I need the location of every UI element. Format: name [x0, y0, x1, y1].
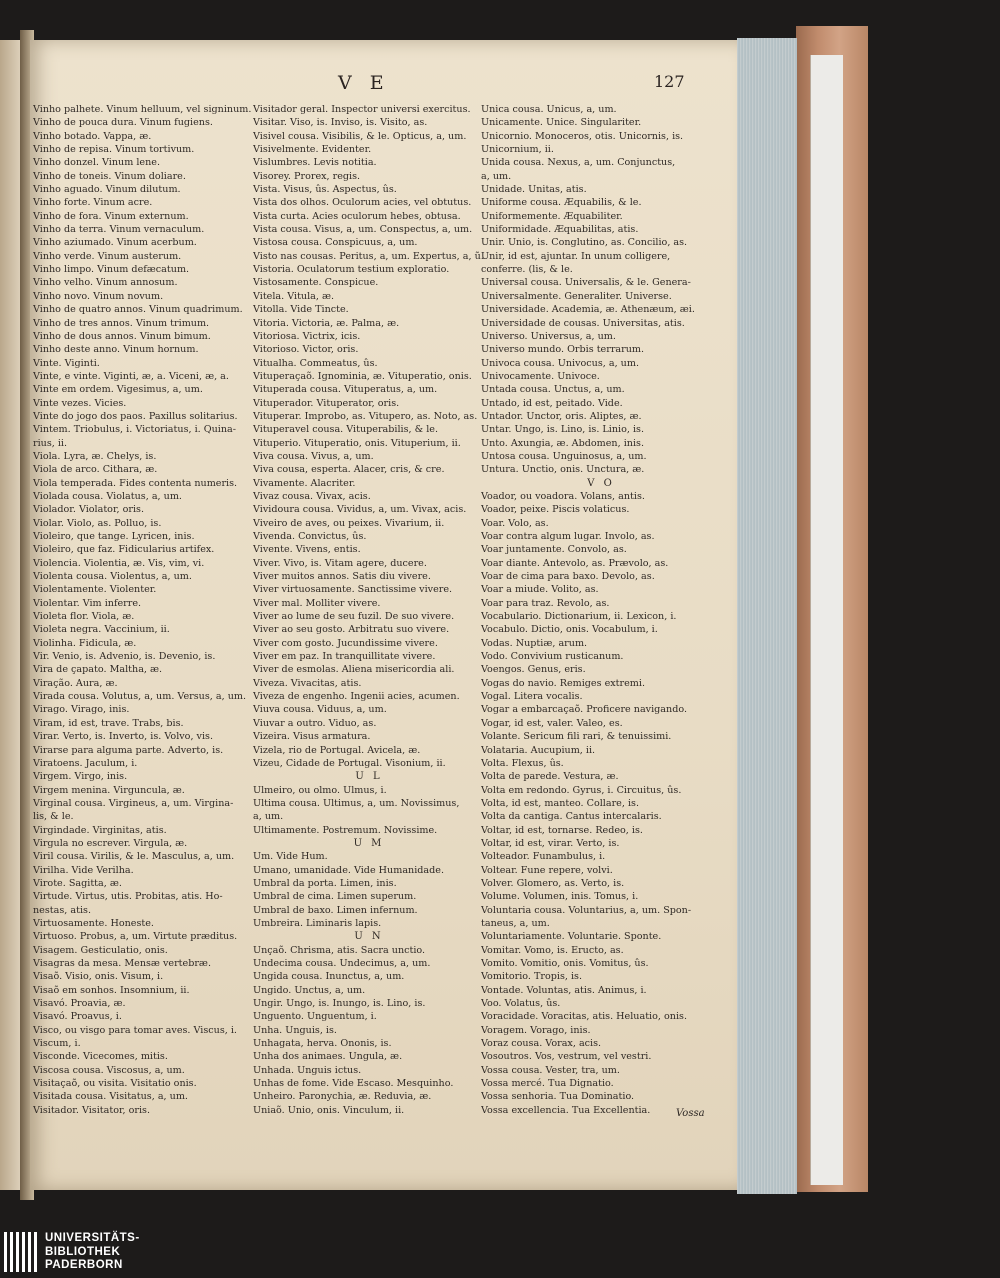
- dictionary-entry: Vinho deste anno. Vinum hornum.: [33, 344, 199, 356]
- dictionary-entry: Volta em redondo. Gyrus, i. Circuitus, ûs.: [481, 784, 682, 796]
- dictionary-entry: Vista cousa. Visus, a, um. Conspectus, a, um.: [253, 224, 473, 236]
- dictionary-entry: lis, & le.: [33, 811, 74, 823]
- dictionary-entry: Vinho da terra. Vinum vernaculum.: [33, 224, 205, 236]
- dictionary-entry: Unidade. Unitas, atis.: [481, 184, 587, 196]
- dictionary-entry: Violador. Violator, oris.: [33, 504, 144, 516]
- dictionary-entry: Uniformidade. Æquabilitas, atis.: [481, 224, 639, 236]
- dictionary-column-1: [33, 103, 265, 1117]
- dictionary-entry: Viola de arco. Cithara, æ.: [33, 464, 158, 476]
- dictionary-entry: Violenta cousa. Violentus, a, um.: [33, 571, 192, 583]
- dictionary-entry: Untura. Unctio, onis. Unctura, æ.: [481, 464, 645, 476]
- dictionary-entry: Vitoria. Victoria, æ. Palma, æ.: [253, 317, 400, 329]
- dictionary-entry: Vislumbres. Levis notitia.: [253, 157, 377, 169]
- dictionary-entry: Visitada cousa. Visitatus, a, um.: [33, 1091, 188, 1103]
- dictionary-entry: Viver mal. Molliter vivere.: [253, 597, 381, 609]
- dictionary-entry: Vinho donzel. Vinum lene.: [33, 157, 160, 169]
- dictionary-entry: Visitaçaõ, ou visita. Visitatio onis.: [33, 1078, 197, 1090]
- dictionary-entry: Visconde. Vicecomes, mitis.: [33, 1051, 168, 1063]
- dictionary-entry: Volume. Volumen, inis. Tomus, i.: [481, 891, 639, 903]
- dictionary-entry: Vogas do navio. Remiges extremi.: [481, 677, 645, 689]
- dictionary-entry: Vinte, e vinte. Viginti, æ, a. Viceni, æ, a.: [33, 370, 229, 382]
- dictionary-entry: Untado, id est, peitado. Vide.: [481, 397, 623, 409]
- dictionary-entry: Vossa cousa. Vester, tra, um.: [481, 1064, 620, 1076]
- dictionary-entry: Virtude. Virtus, utis. Probitas, atis. Ho-: [33, 891, 223, 903]
- library-logo-line-3: PADERBORN: [45, 1259, 123, 1271]
- dictionary-entry: Vomitar. Vomo, is. Eructo, as.: [481, 944, 624, 956]
- dictionary-entry: Virtuosamente. Honeste.: [33, 917, 154, 929]
- dictionary-entry: Voar juntamente. Convolo, as.: [481, 544, 627, 556]
- dictionary-entry: Vinte. Viginti.: [33, 357, 100, 369]
- dictionary-entry: Vossa senhoria. Tua Dominatio.: [481, 1091, 635, 1103]
- dictionary-entry: Vinho palhete. Vinum helluum, vel signinum.: [33, 104, 252, 115]
- dictionary-entry: Viver com gosto. Jucundissime vivere.: [253, 637, 438, 649]
- dictionary-entry: Virgula no escrever. Virgula, æ.: [33, 837, 188, 849]
- dictionary-entry: Unçaõ. Chrisma, atis. Sacra unctio.: [253, 944, 426, 956]
- dictionary-entry: Vinho de toneis. Vinum doliare.: [33, 170, 186, 182]
- dictionary-entry: Voar para traz. Revolo, as.: [481, 597, 610, 609]
- dictionary-entry: Vinho de dous annos. Vinum bimum.: [33, 330, 211, 342]
- dictionary-entry: Voluntaria cousa. Voluntarius, a, um. Spon-: [481, 904, 692, 916]
- dictionary-entry: Viver ao seu gosto. Arbitratu suo vivere.: [253, 624, 450, 636]
- dictionary-entry: Vodo. Convivium rusticanum.: [481, 651, 624, 663]
- dictionary-entry: Virtuoso. Probus, a, um. Virtute præditus.: [33, 931, 238, 943]
- dictionary-entry: Uniforme cousa. Æquabilis, & le.: [481, 197, 642, 209]
- dictionary-entry: Viril cousa. Virilis, & le. Masculus, a, um.: [33, 851, 235, 863]
- dictionary-entry: Untador. Unctor, oris. Aliptes, æ.: [481, 410, 642, 422]
- dictionary-entry: Volteador. Funambulus, i.: [481, 851, 606, 863]
- dictionary-entry: Ungida cousa. Inunctus, a, um.: [253, 971, 405, 983]
- dictionary-entry: Voador, peixe. Piscis volaticus.: [481, 504, 630, 516]
- dictionary-entry: Vinho novo. Vinum novum.: [33, 290, 164, 302]
- dictionary-entry: Visavó. Proavia, æ.: [33, 998, 126, 1010]
- dictionary-entry: Volver. Glomero, as. Verto, is.: [481, 877, 625, 889]
- dictionary-entry: Vontade. Voluntas, atis. Animus, i.: [481, 984, 647, 996]
- dictionary-entry: Viratoens. Jaculum, i.: [33, 757, 138, 769]
- dictionary-entry: Vossa excellencia. Tua Excellentia.: [481, 1104, 651, 1116]
- dictionary-entry: Vituperada cousa. Vituperatus, a, um.: [253, 384, 438, 396]
- dictionary-entry: Viram, id est, trave. Trabs, bis.: [33, 717, 184, 729]
- dictionary-entry: Voar a miude. Volito, as.: [481, 584, 599, 596]
- library-logo-mark-icon: [4, 1232, 37, 1272]
- dictionary-entry: Viver virtuosamente. Sanctissime vivere.: [253, 584, 453, 596]
- dictionary-entry: Viuva cousa. Viduus, a, um.: [253, 704, 387, 716]
- library-logo-line-2: BIBLIOTHEK: [45, 1245, 121, 1258]
- dictionary-entry: nestas, atis.: [33, 904, 91, 916]
- dictionary-entry: Universal cousa. Universalis, & le. Genera-: [481, 277, 691, 289]
- dictionary-entry: Voraz cousa. Vorax, acis.: [481, 1038, 602, 1050]
- dictionary-entry: Vitolla. Vide Tincte.: [253, 304, 349, 316]
- dictionary-entry: Vitualha. Commeatus, ûs.: [253, 357, 378, 369]
- dictionary-entry: Violeta negra. Vaccinium, ii.: [33, 624, 170, 636]
- dictionary-entry: Voltear. Fune repere, volvi.: [481, 864, 613, 876]
- dictionary-entry: Um. Vide Hum.: [253, 851, 328, 863]
- dictionary-entry: Virar. Verto, is. Inverto, is. Volvo, vis.: [33, 731, 214, 743]
- dictionary-entry: Universalmente. Generaliter. Universe.: [481, 290, 672, 302]
- dictionary-entry: Voragem. Vorago, inis.: [481, 1024, 591, 1036]
- section-heading: U M: [353, 837, 385, 849]
- running-head: V E: [338, 72, 390, 94]
- dictionary-entry: Unicornio. Monoceros, otis. Unicornis, is.: [481, 130, 684, 142]
- dictionary-entry: Ultima cousa. Ultimus, a, um. Novissimus,: [253, 797, 460, 809]
- dictionary-entry: Viver de esmolas. Aliena misericordia ali.: [253, 664, 455, 676]
- dictionary-entry: Vivamente. Alacriter.: [253, 477, 356, 489]
- dictionary-entry: Virote. Sagitta, æ.: [33, 877, 122, 889]
- dictionary-entry: Viver ao lume de seu fuzil. De suo vivere.: [253, 611, 455, 623]
- dictionary-entry: Vinte do jogo dos paos. Paxillus solitarius.: [33, 410, 238, 422]
- dictionary-entry: Unguento. Unguentum, i.: [253, 1011, 377, 1023]
- dictionary-entry: Voar diante. Antevolo, as. Prævolo, as.: [481, 557, 669, 569]
- dictionary-entry: Univocamente. Univoce.: [481, 370, 600, 382]
- dictionary-entry: Violinha. Fidicula, æ.: [33, 637, 137, 649]
- dictionary-entry: Unica cousa. Unicus, a, um.: [481, 104, 617, 115]
- dictionary-entry: Vistosamente. Conspicue.: [253, 277, 379, 289]
- library-logo: [4, 1232, 140, 1273]
- dictionary-entry: Unicornium, ii.: [481, 144, 554, 156]
- dictionary-entry: Umbral de cima. Limen superum.: [253, 891, 417, 903]
- dictionary-entry: Viveza de engenho. Ingenii acies, acumen.: [253, 691, 460, 703]
- dictionary-entry: Vomito. Vomitio, onis. Vomitus, ûs.: [481, 958, 649, 969]
- dictionary-entry: rius, ii.: [33, 437, 68, 449]
- dictionary-entry: Umano, umanidade. Vide Humanidade.: [253, 864, 445, 876]
- dictionary-entry: Vistoria. Oculatorum testium exploratio.: [253, 264, 450, 276]
- dictionary-entry: Volta de parede. Vestura, æ.: [481, 771, 619, 783]
- dictionary-entry: Viver em paz. In tranquillitate vivere.: [253, 651, 436, 663]
- dictionary-entry: Vossa mercé. Tua Dignatio.: [481, 1078, 614, 1090]
- dictionary-entry: Vituperador. Vituperator, oris.: [253, 397, 400, 409]
- dictionary-entry: Umbral de baxo. Limen infernum.: [253, 904, 418, 916]
- dictionary-entry: taneus, a, um.: [481, 917, 550, 929]
- dictionary-entry: Ultimamente. Postremum. Novissime.: [253, 824, 438, 836]
- dictionary-entry: Unheiro. Paronychia, æ. Reduvia, æ.: [253, 1091, 432, 1103]
- dictionary-entry: Visaõ. Visio, onis. Visum, i.: [33, 971, 164, 983]
- dictionary-column-3: [481, 103, 721, 1117]
- dictionary-entry: Volta. Flexus, ûs.: [481, 757, 564, 769]
- dictionary-entry: Visagem. Gesticulatio, onis.: [33, 944, 168, 956]
- dictionary-entry: Visto nas cousas. Peritus, a, um. Expertus, a, ũ.: [253, 250, 484, 262]
- dictionary-entry: Unida cousa. Nexus, a, um. Conjunctus,: [481, 157, 676, 169]
- catchword: Vossa: [676, 1108, 705, 1119]
- page-number: 127: [654, 72, 685, 91]
- dictionary-entry: Viscosa cousa. Viscosus, a, um.: [33, 1064, 185, 1076]
- dictionary-entry: Violentamente. Violenter.: [33, 584, 157, 596]
- dictionary-entry: Universo. Universus, a, um.: [481, 330, 616, 342]
- dictionary-entry: Ungido. Unctus, a, um.: [253, 984, 366, 996]
- dictionary-entry: Vinho botado. Vappa, æ.: [33, 130, 152, 142]
- dictionary-entry: Violeiro, que faz. Fidicularius artifex.: [33, 544, 215, 556]
- dictionary-entry: Viva cousa. Vivus, a, um.: [253, 450, 374, 462]
- library-logo-text: [45, 1232, 140, 1273]
- dictionary-entry: Vodas. Nuptiæ, arum.: [481, 637, 588, 649]
- dictionary-entry: Volataria. Aucupium, ii.: [481, 744, 596, 756]
- dictionary-entry: Umbreira. Liminaris lapis.: [253, 917, 382, 929]
- dictionary-entry: Visorey. Prorex, regis.: [253, 170, 361, 182]
- dictionary-entry: Unhagata, herva. Ononis, is.: [253, 1038, 392, 1050]
- dictionary-entry: Untada cousa. Unctus, a, um.: [481, 384, 625, 396]
- dictionary-entry: Voracidade. Voracitas, atis. Heluatio, onis.: [481, 1011, 687, 1023]
- dictionary-entry: Violentar. Vim inferre.: [33, 597, 142, 609]
- dictionary-entry: Viscum, i.: [33, 1038, 81, 1050]
- dictionary-entry: Ungir. Ungo, is. Inungo, is. Lino, is.: [253, 998, 426, 1010]
- dictionary-entry: Univoca cousa. Univocus, a, um.: [481, 357, 639, 369]
- dictionary-entry: Untosa cousa. Unguinosus, a, um.: [481, 450, 647, 462]
- dictionary-entry: Violeiro, que tange. Lyricen, inis.: [33, 531, 195, 542]
- dictionary-entry: Violeta flor. Viola, æ.: [33, 611, 135, 623]
- dictionary-entry: Virarse para alguma parte. Adverto, is.: [33, 744, 224, 756]
- dictionary-entry: Vir. Venio, is. Advenio, is. Devenio, is.: [33, 651, 216, 663]
- dictionary-entry: Voengos. Genus, eris.: [481, 664, 586, 676]
- dictionary-entry: Voar de cima para baxo. Devolo, as.: [481, 571, 655, 583]
- dictionary-entry: Visivelmente. Evidenter.: [253, 144, 372, 156]
- dictionary-entry: Vinte vezes. Vicies.: [33, 397, 127, 409]
- dictionary-entry: Vinho forte. Vinum acre.: [33, 197, 153, 209]
- dictionary-entry: Violencia. Violentia, æ. Vis, vim, vi.: [33, 557, 205, 569]
- dictionary-entry: Volta, id est, manteo. Collare, is.: [481, 797, 639, 809]
- dictionary-entry: Vivenda. Convictus, ûs.: [253, 531, 367, 542]
- dictionary-entry: Vogar, id est, valer. Valeo, es.: [481, 717, 623, 729]
- dictionary-entry: Vistosa cousa. Conspicuus, a, um.: [253, 237, 418, 249]
- dictionary-entry: Ulmeiro, ou olmo. Ulmus, i.: [253, 784, 387, 796]
- dictionary-entry: Virada cousa. Volutus, a, um. Versus, a, um.: [33, 691, 247, 703]
- dictionary-entry: Voo. Volatus, ûs.: [481, 998, 561, 1010]
- dictionary-entry: Unto. Axungia, æ. Abdomen, inis.: [481, 437, 644, 449]
- dictionary-entry: Vinho aziumado. Vinum acerbum.: [33, 237, 197, 249]
- dictionary-entry: Voltar, id est, tornarse. Redeo, is.: [481, 824, 643, 836]
- dictionary-entry: Uniaõ. Unio, onis. Vinculum, ii.: [253, 1104, 405, 1116]
- dictionary-entry: Universidade. Academia, æ. Athenæum, æi.: [481, 304, 695, 316]
- dictionary-entry: Viola. Lyra, æ. Chelys, is.: [33, 450, 157, 462]
- dictionary-entry: Visavó. Proavus, i.: [33, 1011, 122, 1023]
- dictionary-entry: Visitar. Viso, is. Inviso, is. Visito, as.: [253, 117, 428, 129]
- dictionary-entry: Vinho de pouca dura. Vinum fugiens.: [33, 117, 213, 129]
- dictionary-entry: Undecima cousa. Undecimus, a, um.: [253, 958, 431, 969]
- dictionary-entry: Vitoriosa. Victrix, icis.: [253, 330, 361, 342]
- dictionary-entry: Vinho de repisa. Vinum tortivum.: [33, 144, 195, 156]
- dictionary-entry: Universidade de cousas. Universitas, atis.: [481, 317, 685, 329]
- dictionary-entry: Vituperavel cousa. Vituperabilis, & le.: [253, 424, 439, 436]
- dictionary-entry: Vinho verde. Vinum austerum.: [33, 250, 182, 262]
- dictionary-entry: Volante. Sericum fili rari, & tenuissimi.: [481, 731, 672, 743]
- dictionary-entry: Vitela. Vitula, æ.: [253, 290, 335, 302]
- dictionary-entry: Vinho aguado. Vinum dilutum.: [33, 184, 181, 196]
- dictionary-entry: Vosoutros. Vos, vestrum, vel vestri.: [481, 1051, 652, 1063]
- dictionary-entry: Unhada. Unguis ictus.: [253, 1064, 362, 1076]
- dictionary-entry: Umbral da porta. Limen, inis.: [253, 877, 397, 889]
- dictionary-entry: Vista curta. Acies oculorum hebes, obtusa.: [253, 210, 461, 222]
- dictionary-entry: Vituperaçaõ. Ignominia, æ. Vituperatio, onis.: [253, 370, 472, 382]
- dictionary-entry: conferre. (lis, & le.: [481, 264, 573, 276]
- dictionary-entry: Viveza. Vivacitas, atis.: [253, 677, 362, 689]
- dictionary-entry: Virgem. Virgo, inis.: [33, 771, 128, 783]
- dictionary-entry: Voar. Volo, as.: [481, 517, 549, 529]
- dictionary-entry: Vinho limpo. Vinum defæcatum.: [33, 264, 190, 276]
- book-endpaper: [810, 55, 843, 1185]
- section-heading: U N: [354, 931, 384, 943]
- dictionary-entry: Virginal cousa. Virgineus, a, um. Virgina-: [33, 797, 234, 809]
- dictionary-entry: Visivel cousa. Visibilis, & le. Opticus, a, um.: [253, 130, 467, 142]
- library-logo-line-1: UNIVERSITÄTS-: [45, 1232, 140, 1244]
- page-fore-edge: [737, 38, 797, 1194]
- dictionary-entry: Voluntariamente. Voluntarie. Sponte.: [481, 931, 662, 943]
- dictionary-entry: Visitador geral. Inspector universi exercitus.: [253, 104, 471, 115]
- dictionary-entry: a, um.: [253, 811, 284, 823]
- dictionary-entry: Viração. Aura, æ.: [33, 677, 118, 689]
- dictionary-entry: Vivaz cousa. Vivax, acis.: [253, 490, 371, 502]
- dictionary-entry: Vogar a embarcaçaõ. Proficere navigando.: [481, 704, 688, 716]
- dictionary-entry: Vituperio. Vituperatio, onis. Vituperium, ii.: [253, 437, 461, 449]
- dictionary-entry: Violar. Violo, as. Polluo, is.: [33, 517, 162, 529]
- dictionary-entry: Virgem menina. Virguncula, æ.: [33, 784, 185, 796]
- dictionary-entry: Vintem. Triobulus, i. Victoriatus, i. Quina-: [33, 424, 237, 436]
- dictionary-entry: Virilha. Vide Verilha.: [33, 864, 134, 876]
- dictionary-entry: Voltar, id est, virar. Verto, is.: [481, 837, 620, 849]
- section-heading: U L: [355, 771, 383, 783]
- dictionary-entry: Vira de çapato. Maltha, æ.: [33, 664, 163, 676]
- dictionary-entry: Uniformemente. Æquabiliter.: [481, 210, 623, 222]
- dictionary-entry: Universo mundo. Orbis terrarum.: [481, 344, 645, 356]
- dictionary-entry: Unicamente. Unice. Singulariter.: [481, 117, 642, 129]
- dictionary-entry: Visco, ou visgo para tomar aves. Viscus, i.: [33, 1024, 237, 1036]
- dictionary-entry: Unha dos animaes. Ungula, æ.: [253, 1051, 403, 1063]
- dictionary-entry: Vocabulario. Dictionarium, ii. Lexicon, i.: [481, 611, 677, 623]
- dictionary-entry: Visitador. Visitator, oris.: [33, 1104, 151, 1116]
- dictionary-entry: Viva cousa, esperta. Alacer, cris, & cre.: [253, 464, 445, 476]
- dictionary-entry: Unha. Unguis, is.: [253, 1024, 337, 1036]
- dictionary-entry: Viola temperada. Fides contenta numeris.: [33, 477, 238, 489]
- dictionary-entry: Unir, id est, ajuntar. In unum colligere,: [481, 250, 671, 262]
- dictionary-entry: Vista. Visus, ûs. Aspectus, ûs.: [253, 184, 397, 196]
- dictionary-entry: Visagras da mesa. Mensæ vertebræ.: [33, 958, 211, 969]
- dictionary-entry: Vinho de fora. Vinum externum.: [33, 210, 189, 222]
- dictionary-entry: Vocabulo. Dictio, onis. Vocabulum, i.: [481, 624, 658, 636]
- dictionary-entry: Unir. Unio, is. Conglutino, as. Concilio, as.: [481, 237, 688, 249]
- dictionary-entry: Vomitorio. Tropis, is.: [481, 971, 583, 983]
- dictionary-entry: Vividoura cousa. Vividus, a, um. Vivax, acis.: [253, 504, 467, 516]
- dictionary-entry: Vinte em ordem. Vigesimus, a, um.: [33, 384, 203, 396]
- dictionary-entry: a, um.: [481, 170, 512, 182]
- dictionary-entry: Volta da cantiga. Cantus intercalaris.: [481, 811, 662, 823]
- dictionary-column-2: [253, 103, 485, 1117]
- dictionary-entry: Viver. Vivo, is. Vitam agere, ducere.: [253, 557, 427, 569]
- dictionary-entry: Vista dos olhos. Oculorum acies, vel obtutus.: [253, 197, 472, 209]
- dictionary-entry: Viveiro de aves, ou peixes. Vivarium, ii.: [253, 517, 445, 529]
- dictionary-entry: Virago. Virago, inis.: [33, 704, 130, 716]
- dictionary-entry: Vizeira. Visus armatura.: [253, 731, 371, 743]
- dictionary-entry: Visaõ em sonhos. Insomnium, ii.: [33, 984, 190, 996]
- dictionary-entry: Unhas de fome. Vide Escaso. Mesquinho.: [253, 1078, 454, 1090]
- dictionary-entry: Vitorioso. Victor, oris.: [253, 344, 359, 356]
- dictionary-entry: Viver muitos annos. Satis diu vivere.: [253, 571, 431, 583]
- dictionary-entry: Voar contra algum lugar. Involo, as.: [481, 531, 655, 542]
- dictionary-entry: Viuvar a outro. Viduo, as.: [253, 717, 377, 729]
- section-heading: V O: [587, 477, 615, 489]
- dictionary-entry: Vituperar. Improbo, as. Vitupero, as. Noto, as.: [253, 410, 478, 422]
- dictionary-entry: Vizeu, Cidade de Portugal. Visonium, ii.: [253, 757, 446, 769]
- dictionary-entry: Vinho velho. Vinum annosum.: [33, 277, 178, 289]
- dictionary-entry: Vivente. Vivens, entis.: [253, 544, 361, 556]
- dictionary-entry: Voador, ou voadora. Volans, antis.: [481, 490, 645, 502]
- dictionary-entry: Virgindade. Virginitas, atis.: [33, 824, 167, 836]
- dictionary-entry: Vogal. Litera vocalis.: [481, 691, 583, 703]
- dictionary-entry: Untar. Ungo, is. Lino, is. Linio, is.: [481, 424, 645, 436]
- dictionary-entry: Vinho de quatro annos. Vinum quadrimum.: [33, 304, 243, 316]
- dictionary-entry: Vizela, rio de Portugal. Avicela, æ.: [253, 744, 421, 756]
- dictionary-entry: Vinho de tres annos. Vinum trimum.: [33, 317, 210, 329]
- dictionary-entry: Violada cousa. Violatus, a, um.: [33, 490, 182, 502]
